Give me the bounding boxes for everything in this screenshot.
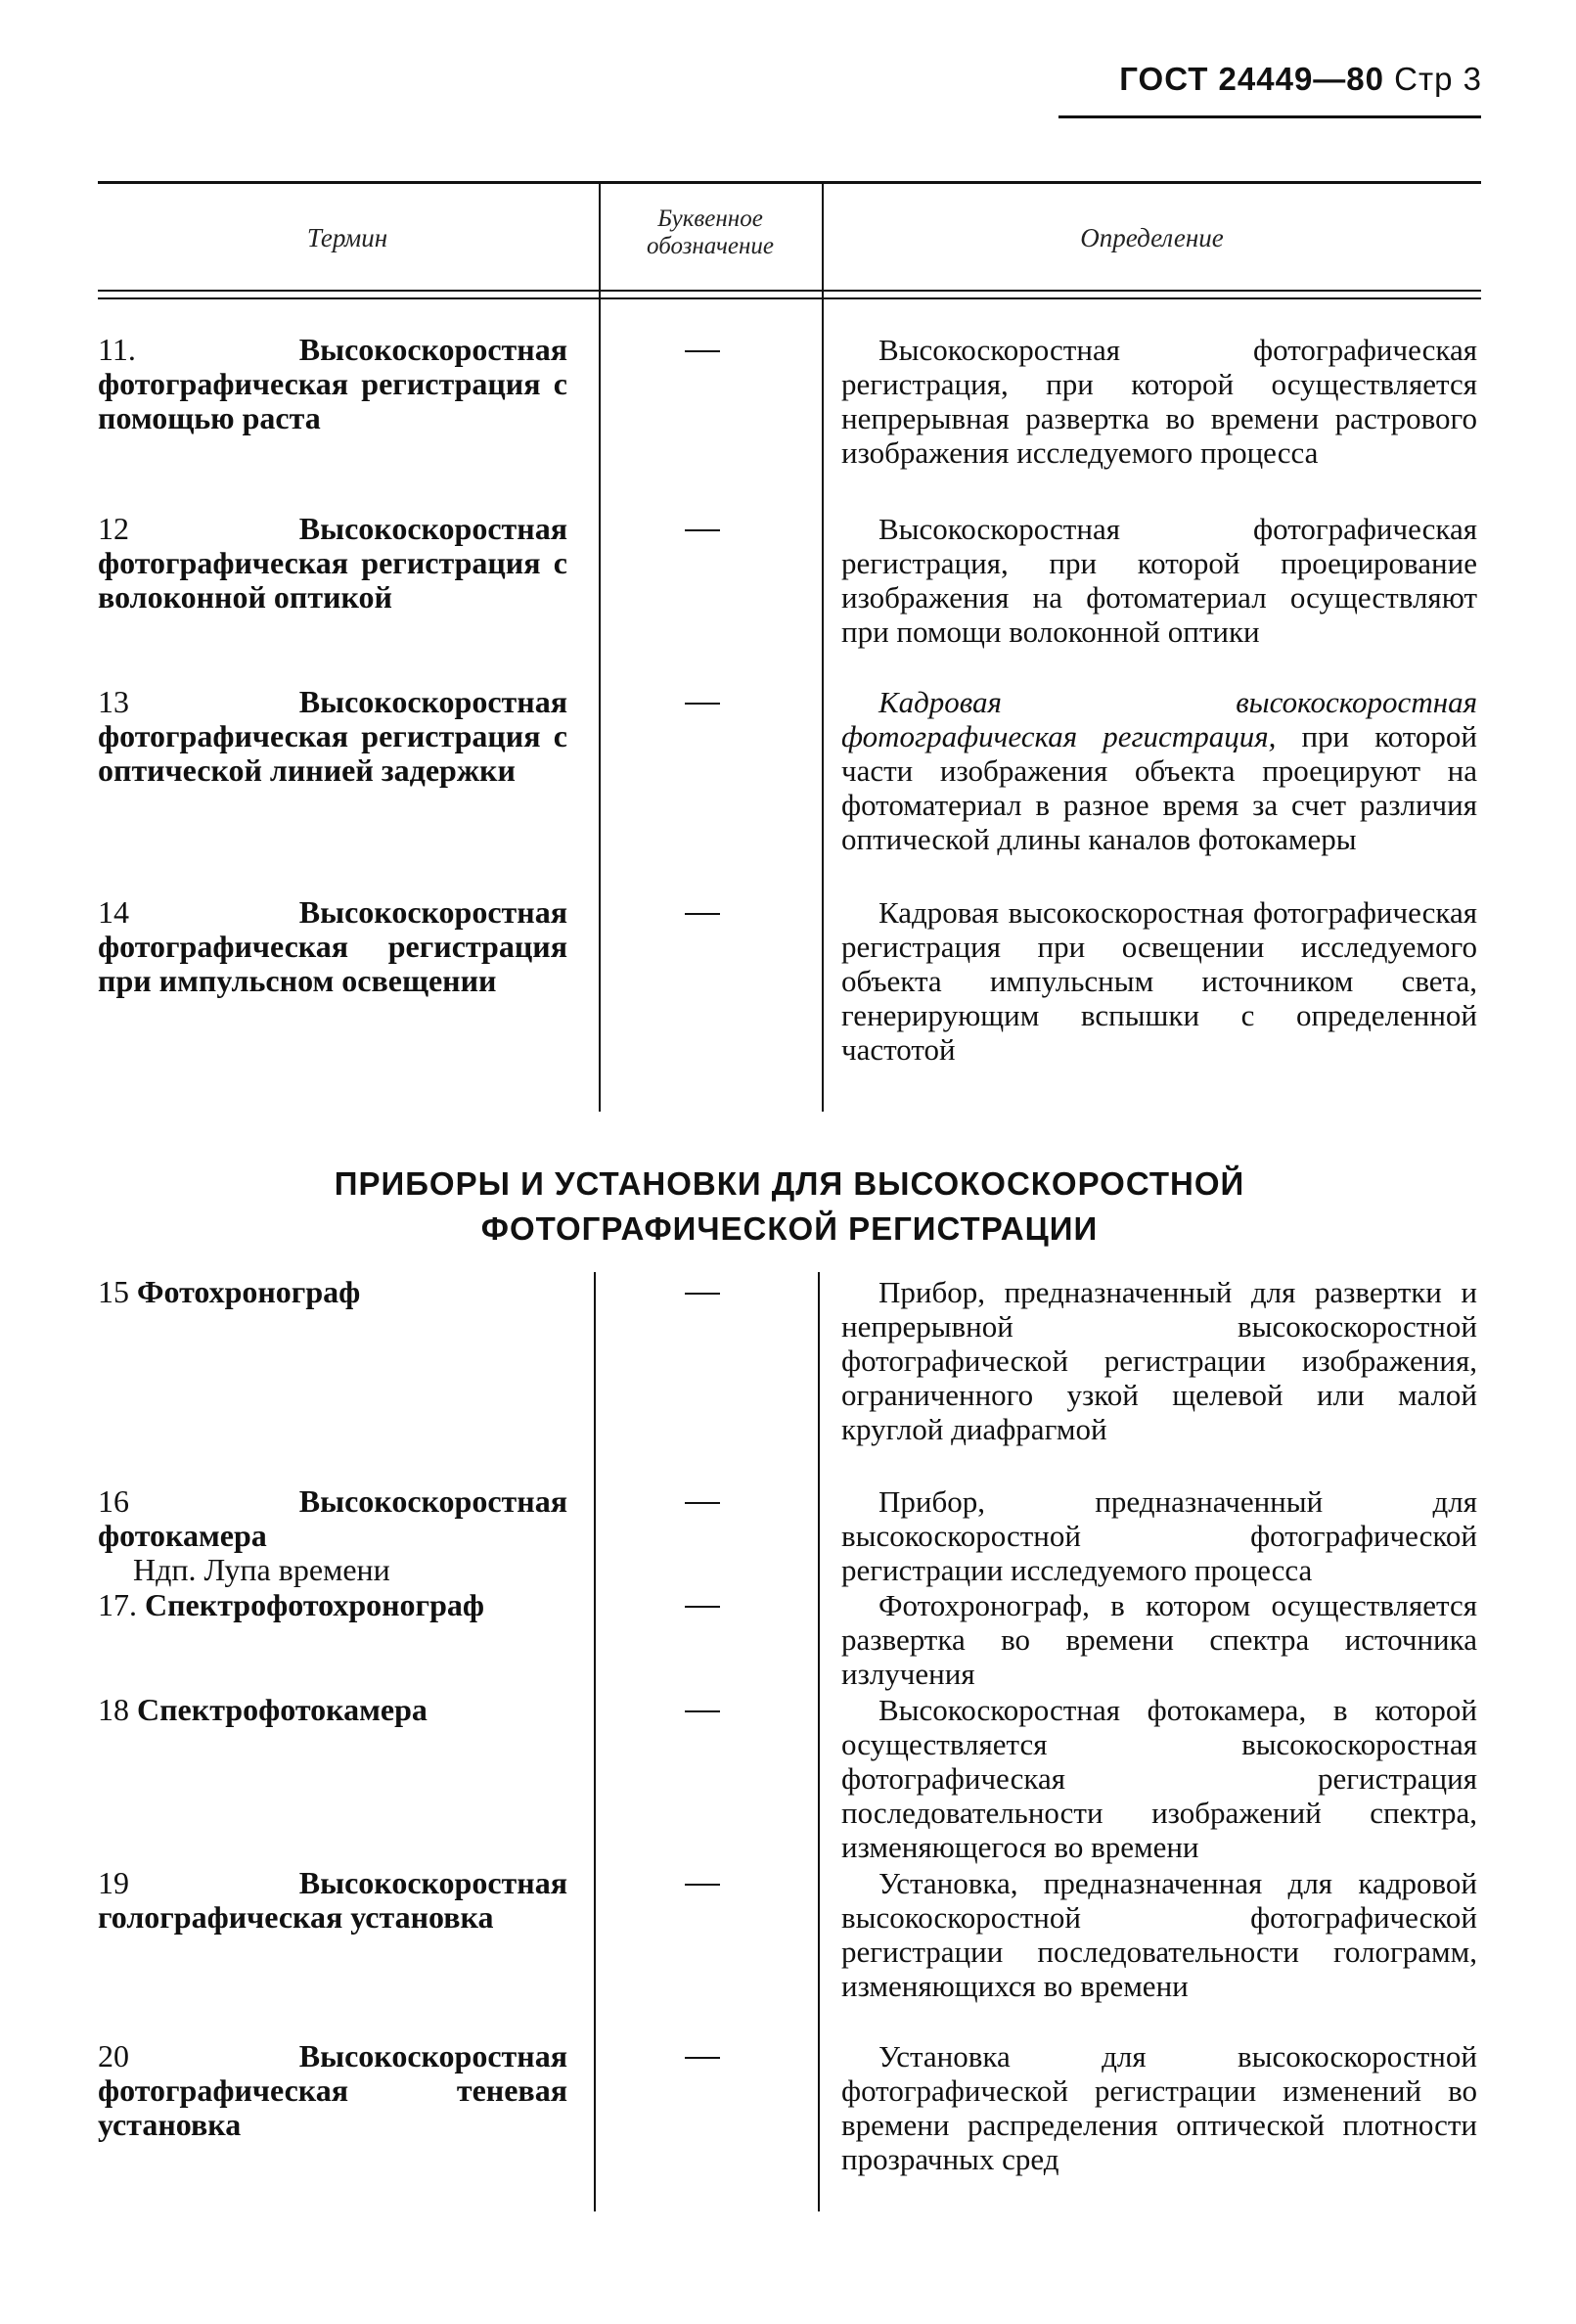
- definition-11: Высокоскоростная фотографическая регистрация, при которой осуществляется непрерывная развертка во времени растрового изображения исследуемого процесса: [841, 333, 1477, 470]
- term-12: 12 Высокоскоростная фотографическая регистрация с волоконной оптикой: [98, 511, 567, 615]
- table-top-rule: [98, 181, 1481, 184]
- column-divider-2-lower: [818, 1272, 820, 2211]
- section-title-line-2: ФОТОГРАФИЧЕСКОЙ РЕГИСТРАЦИИ: [480, 1210, 1099, 1247]
- definition-19: Установка, предназначенная для кадровой высокоскоростной фотографической регистрации последовательности голограмм, изменяющихся во времени: [841, 1866, 1477, 2003]
- definition-13: Кадровая высокоскоростная фотографическая регистрация, при которой части изображения объекта проецируют на фотоматериал в разное время за счет различия оптической длины каналов фотокамеры: [841, 685, 1477, 856]
- column-divider-1-lower: [594, 1272, 596, 2211]
- definition-17: Фотохронограф, в котором осуществляется развертка во времени спектра источника излучения: [841, 1588, 1477, 1691]
- column-header-term: Термин: [306, 223, 388, 252]
- term-16: 16 Высокоскоростная фотокамера Ндп. Лупа времени: [98, 1483, 567, 1587]
- term-20: 20 Высокоскоростная фотографическая теневая установка: [98, 2038, 567, 2142]
- symbol-dash-20: [685, 2057, 720, 2059]
- column-divider-1: [599, 184, 601, 1112]
- section-title-line-1: ПРИБОРЫ И УСТАНОВКИ ДЛЯ ВЫСОКОСКОРОСТНОЙ: [334, 1165, 1245, 1202]
- definition-18: Высокоскоростная фотокамера, в которой осуществляется высокоскоростная фотографическая регистрация последовательности изображений спектра, изменяющегося во времени: [841, 1693, 1477, 1864]
- definition-15: Прибор, предназначенный для развертки и непрерывной высокоскоростной фотографической регистрации изображения, ограниченного узкой щелевой или малой круглой диафрагмой: [841, 1275, 1477, 1446]
- header-rule: [1058, 115, 1481, 118]
- symbol-dash-11: [685, 350, 720, 352]
- term-18: 18 Спектрофотокамера: [98, 1692, 428, 1727]
- column-header-definition: Определение: [1080, 223, 1224, 252]
- symbol-dash-14: [685, 913, 720, 915]
- column-divider-2: [822, 184, 824, 1112]
- page-header: [1119, 61, 1482, 98]
- definition-14: Кадровая высокоскоростная фотографическая регистрация при освещении исследуемого объекта импульсным источником света, генерирующим вспышки с определенной частотой: [841, 895, 1477, 1067]
- page-number: Стр 3: [1394, 61, 1482, 97]
- table-head-rule: [98, 290, 1481, 292]
- symbol-dash-13: [685, 703, 720, 705]
- term-15: 15 Фотохронограф: [98, 1274, 361, 1309]
- definition-20: Установка для высокоскоростной фотографической регистрации изменений во времени распределения оптической плотности прозрачных сред: [841, 2039, 1477, 2176]
- symbol-dash-19: [685, 1884, 720, 1886]
- definition-12: Высокоскоростная фотографическая регистрация, при которой проецирование изображения на фотоматериал осуществляют при помощи волоконной оптики: [841, 512, 1477, 649]
- term-17: 17. Спектрофотохронограф: [98, 1587, 485, 1622]
- table-head-rule-double: [98, 297, 1481, 299]
- term-19: 19 Высокоскоростная голографическая установка: [98, 1865, 567, 1935]
- column-header-symbol: Буквенное обозначение: [647, 205, 774, 259]
- document-code: ГОСТ 24449—80: [1119, 61, 1384, 97]
- term-11: 11. Высокоскоростная фотографическая регистрация с помощью раста: [98, 332, 567, 435]
- term-13: 13 Высокоскоростная фотографическая регистрация с оптической линией задержки: [98, 684, 567, 788]
- deprecated-synonym: Ндп. Лупа времени: [133, 1552, 390, 1587]
- symbol-dash-18: [685, 1710, 720, 1712]
- section-title: [98, 1162, 1481, 1252]
- symbol-dash-17: [685, 1606, 720, 1608]
- symbol-dash-16: [685, 1502, 720, 1504]
- symbol-dash-15: [685, 1293, 720, 1295]
- term-14: 14 Высокоскоростная фотографическая регистрация при импульсном освещении: [98, 894, 567, 998]
- definition-16: Прибор, предназначенный для высокоскоростной фотографической регистрации исследуемого процесса: [841, 1484, 1477, 1587]
- symbol-dash-12: [685, 529, 720, 531]
